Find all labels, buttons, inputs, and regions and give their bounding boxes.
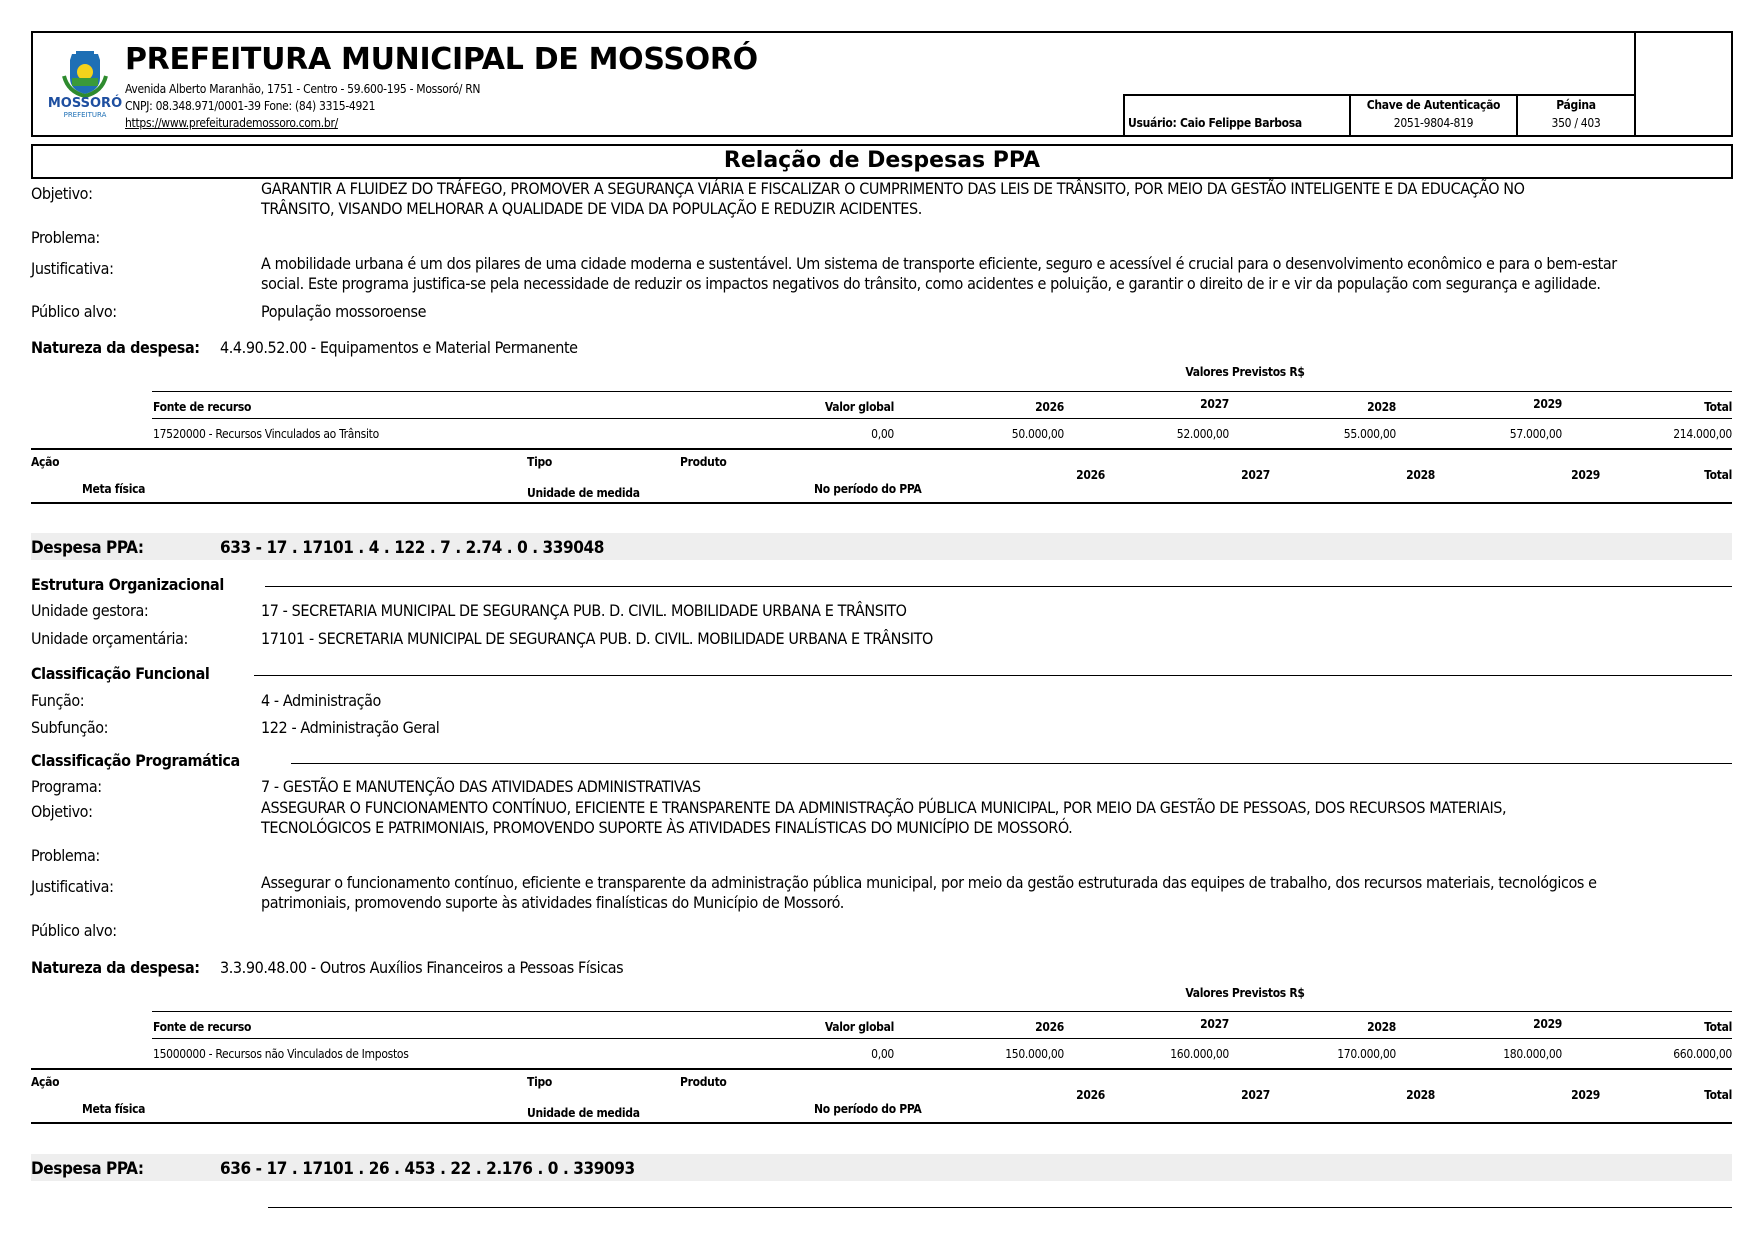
funcao-label: Função: — [31, 691, 85, 710]
header-right-divider — [1634, 31, 1636, 137]
info-table-left — [1123, 94, 1125, 137]
fonte2-header-2027: 2027 — [1200, 1017, 1229, 1031]
acao-header-acao: Ação — [31, 455, 60, 469]
acao2-header-2027: 2027 — [1241, 1088, 1270, 1102]
acao-header-unidade: Unidade de medida — [527, 486, 640, 500]
classificacao-funcional-rule — [254, 675, 1732, 676]
fonte2-row-fonte: 15000000 - Recursos não Vinculados de Impostos — [153, 1047, 409, 1061]
acao-header-total: Total — [1704, 468, 1732, 482]
fonte2-row-2028: 170.000,00 — [1337, 1047, 1396, 1061]
estrutura-org-title: Estrutura Organizacional — [31, 575, 224, 594]
fonte2-table-top — [152, 1011, 1732, 1012]
acao2-table-top — [31, 1068, 1732, 1070]
unidade-orcamentaria-label: Unidade orçamentária: — [31, 629, 188, 648]
funcao-value: 4 - Administração — [261, 691, 381, 710]
acao2-header-2026: 2026 — [1076, 1088, 1105, 1102]
acao-table-top — [31, 448, 1732, 450]
objetivo2-text-line2: TECNOLÓGICOS E PATRIMONIAIS, PROMOVENDO SUPORTE ÀS ATIVIDADES FINALÍSTICAS DO MUNICÍPIO DE MOSSORÓ. — [261, 818, 1073, 837]
subfuncao-label: Subfunção: — [31, 718, 109, 737]
unidade-orcamentaria-value: 17101 - SECRETARIA MUNICIPAL DE SEGURANÇA PUB. D. CIVIL. MOBILIDADE URBANA E TRÂNSITO — [261, 629, 933, 648]
fonte-header-2026: 2026 — [1035, 400, 1064, 414]
fonte2-row-total: 660.000,00 — [1673, 1047, 1732, 1061]
logo-text: MOSSORÓ — [47, 96, 123, 111]
acao-header-2029: 2029 — [1571, 468, 1600, 482]
org-website-link[interactable]: https://www.prefeiturademossoro.com.br/ — [125, 116, 338, 130]
natureza2-label: Natureza da despesa: — [31, 958, 200, 977]
justificativa-text-line1: A mobilidade urbana é um dos pilares de uma cidade moderna e sustentável. Um sistema de transporte eficiente, seguro e acessível é crucial para o desenvolvimento econômico e para o bem-estar — [261, 254, 1617, 273]
acao2-header-produto: Produto — [680, 1075, 727, 1089]
problema2-label: Problema: — [31, 846, 100, 865]
natureza-despesa-value: 4.4.90.52.00 - Equipamentos e Material Permanente — [220, 338, 578, 357]
acao2-header-2029: 2029 — [1571, 1088, 1600, 1102]
problema-label: Problema: — [31, 228, 100, 247]
publico-alvo-label: Público alvo: — [31, 302, 117, 321]
fonte2-row-2029: 180.000,00 — [1503, 1047, 1562, 1061]
fonte2-header-fonte: Fonte de recurso — [153, 1020, 252, 1034]
fonte2-header-2029: 2029 — [1533, 1017, 1562, 1031]
fonte-row-fonte: 17520000 - Recursos Vinculados ao Trânsito — [153, 427, 379, 441]
acao-header-2027: 2027 — [1241, 468, 1270, 482]
natureza2-value: 3.3.90.48.00 - Outros Auxílios Financeiros a Pessoas Físicas — [220, 958, 624, 977]
acao-header-tipo: Tipo — [527, 455, 553, 469]
fonte-header-valor-global: Valor global — [824, 400, 894, 414]
logo-subtext: PREFEITURA — [63, 111, 107, 119]
fonte2-header-total: Total — [1704, 1020, 1732, 1034]
objetivo2-text-line1: ASSEGURAR O FUNCIONAMENTO CONTÍNUO, EFICIENTE E TRANSPARENTE DA ADMINISTRAÇÃO PÚBLICA MUNICIPAL, POR MEIO DA GESTÃO DE PESSOAS, DOS RECURSOS MATERIAIS, — [261, 798, 1507, 817]
acao-header-meta-fisica: Meta física — [82, 482, 146, 496]
coat-of-arms-icon — [50, 48, 120, 98]
acao2-table-bottom — [31, 1122, 1732, 1124]
despesa-ppa-label: Despesa PPA: — [31, 538, 144, 558]
acao-header-2028: 2028 — [1406, 468, 1435, 482]
valores-previstos2-title: Valores Previstos R$ — [1185, 986, 1305, 1000]
natureza-despesa-label: Natureza da despesa: — [31, 338, 200, 357]
fonte2-header-underline — [152, 1038, 1732, 1039]
acao-header-2026: 2026 — [1076, 468, 1105, 482]
fonte-table-top — [152, 391, 1732, 392]
acao-header-produto: Produto — [680, 455, 727, 469]
justificativa-text-line2: social. Este programa justifica-se pela necessidade de reduzir os impactos negativos do trânsito, como acidentes e poluição, e garantir o direito de ir e vir da população com segurança e agilidade. — [261, 274, 1601, 293]
fonte-row-2026: 50.000,00 — [1011, 427, 1064, 441]
fonte-header-total: Total — [1704, 400, 1732, 414]
fonte-header-2028: 2028 — [1367, 400, 1396, 414]
despesa-ppa-code: 633 - 17 . 17101 . 4 . 122 . 7 . 2.74 . 0 . 339048 — [220, 538, 605, 558]
despesa2-ppa-label: Despesa PPA: — [31, 1159, 144, 1179]
auth-key-value: 2051-9804-819 — [1393, 116, 1474, 130]
city-logo — [47, 48, 123, 120]
programa-value: 7 - GESTÃO E MANUTENÇÃO DAS ATIVIDADES ADMINISTRATIVAS — [261, 777, 701, 796]
fonte-row-2029: 57.000,00 — [1509, 427, 1562, 441]
user-label: Usuário: Caio Felippe Barbosa — [1128, 116, 1302, 130]
valores-previstos-title: Valores Previstos R$ — [1185, 365, 1305, 379]
publico-alvo-value: População mossoroense — [261, 302, 427, 321]
unidade-gestora-label: Unidade gestora: — [31, 601, 149, 620]
justificativa2-text-line2: patrimoniais, promovendo suporte às atividades finalísticas do Município de Mossoró. — [261, 893, 844, 912]
acao2-header-tipo: Tipo — [527, 1075, 553, 1089]
acao2-header-2028: 2028 — [1406, 1088, 1435, 1102]
fonte2-header-valor-global: Valor global — [824, 1020, 894, 1034]
fonte-header-underline — [152, 418, 1732, 419]
objetivo-label: Objetivo: — [31, 184, 93, 203]
fonte2-header-2026: 2026 — [1035, 1020, 1064, 1034]
report-title: Relação de Despesas PPA — [723, 148, 1041, 173]
page-number: 350 / 403 — [1551, 116, 1601, 130]
classificacao-programatica-rule — [291, 763, 1732, 764]
objetivo-text-line2: TRÂNSITO, VISANDO MELHORAR A QUALIDADE DE VIDA DA POPULAÇÃO E REDUZIR ACIDENTES. — [261, 199, 922, 218]
page-label: Página — [1556, 98, 1596, 112]
fonte-header-2027: 2027 — [1200, 397, 1229, 411]
fonte-header-2029: 2029 — [1533, 397, 1562, 411]
subfuncao-value: 122 - Administração Geral — [261, 718, 440, 737]
fonte-row-2028: 55.000,00 — [1343, 427, 1396, 441]
fonte-header-fonte: Fonte de recurso — [153, 400, 252, 414]
justificativa2-text-line1: Assegurar o funcionamento contínuo, eficiente e transparente da administração pública municipal, por meio da gestão estruturada das equipes de trabalho, dos recursos materiais, tecnológicos e — [261, 873, 1597, 892]
fonte2-row-valor-global: 0,00 — [871, 1047, 894, 1061]
acao-table-bottom — [31, 502, 1732, 504]
despesa2-rule — [268, 1207, 1732, 1208]
publico2-label: Público alvo: — [31, 921, 117, 940]
fonte-row-total: 214.000,00 — [1673, 427, 1732, 441]
acao-header-periodo: No período do PPA — [814, 482, 922, 496]
fonte2-row-2027: 160.000,00 — [1170, 1047, 1229, 1061]
acao2-header-total: Total — [1704, 1088, 1732, 1102]
fonte2-header-2028: 2028 — [1367, 1020, 1396, 1034]
estrutura-org-rule — [265, 586, 1732, 587]
org-name: PREFEITURA MUNICIPAL DE MOSSORÓ — [125, 42, 758, 77]
justificativa-label: Justificativa: — [31, 259, 114, 278]
org-address: Avenida Alberto Maranhão, 1751 - Centro - 59.600-195 - Mossoró/ RN — [125, 82, 481, 96]
fonte-row-2027: 52.000,00 — [1176, 427, 1229, 441]
acao2-header-periodo: No período do PPA — [814, 1102, 922, 1116]
fonte2-row-2026: 150.000,00 — [1005, 1047, 1064, 1061]
classificacao-funcional-title: Classificação Funcional — [31, 664, 210, 683]
info-table-top — [1123, 94, 1635, 96]
acao2-header-acao: Ação — [31, 1075, 60, 1089]
despesa2-ppa-code: 636 - 17 . 17101 . 26 . 453 . 22 . 2.176 . 0 . 339093 — [220, 1159, 635, 1179]
fonte-row-valor-global: 0,00 — [871, 427, 894, 441]
classificacao-programatica-title: Classificação Programática — [31, 751, 240, 770]
acao2-header-unidade: Unidade de medida — [527, 1106, 640, 1120]
auth-key-label: Chave de Autenticação — [1366, 98, 1501, 112]
justificativa2-label: Justificativa: — [31, 877, 114, 896]
objetivo2-label: Objetivo: — [31, 802, 93, 821]
org-cnpj-phone: CNPJ: 08.348.971/0001-39 Fone: (84) 3315-4921 — [125, 99, 376, 113]
unidade-gestora-value: 17 - SECRETARIA MUNICIPAL DE SEGURANÇA PUB. D. CIVIL. MOBILIDADE URBANA E TRÂNSITO — [261, 601, 907, 620]
acao2-header-meta-fisica: Meta física — [82, 1102, 146, 1116]
programa-label: Programa: — [31, 777, 102, 796]
objetivo-text-line1: GARANTIR A FLUIDEZ DO TRÁFEGO, PROMOVER A SEGURANÇA VIÁRIA E FISCALIZAR O CUMPRIMENTO DAS LEIS DE TRÂNSITO, POR MEIO DA GESTÃO INTELIGENTE E DA EDUCAÇÃO NO — [261, 179, 1525, 198]
